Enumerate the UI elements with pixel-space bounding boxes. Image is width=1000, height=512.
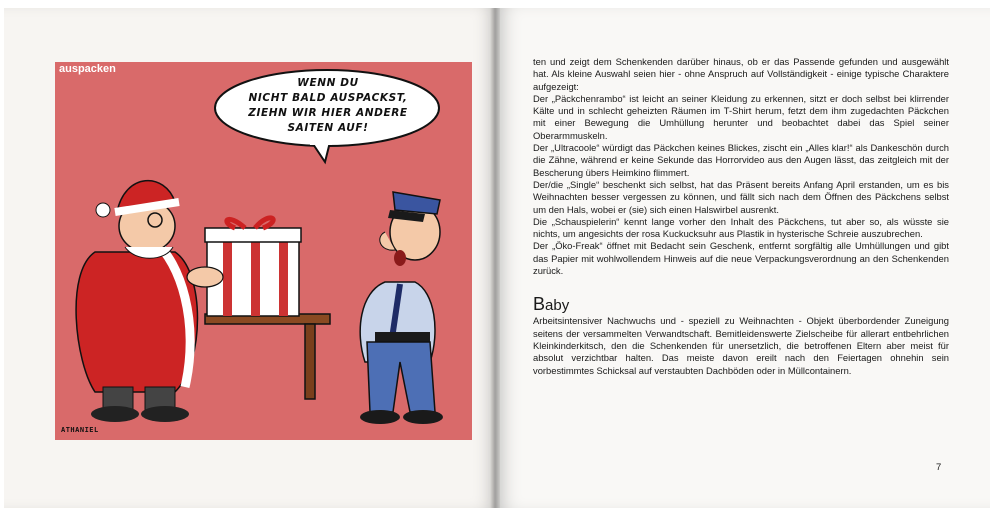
- speech-line: SAITEN AUF!: [287, 122, 369, 134]
- artist-signature: ATHANIEL: [61, 426, 99, 434]
- cartoon-illustration: [55, 62, 472, 440]
- section-heading: [533, 295, 949, 315]
- paragraph: Der „Ultracoole“ würdigt das Päckchen keines Blickes, zischt ein „Alles klar!“ als Dankeschön durch die Zähne, während er keine Sekunde das Horrorvideo aus den Augen lässt, das zeitgleich mit der Bescherung übers Heimkino flimmert.: [533, 142, 949, 178]
- paragraph: Der „Päckchenrambo“ ist leicht an seiner Kleidung zu erkennen, sitzt er doch selbst bei klirrender Kälte und in schlecht geheizten Räumen im T-Shirt herum, fetzt dem ihm zugedachten Päckchen mit einer Bewegung die Umhüllung herunter und beobachtet dabei das Spiel seiner Oberarmmuskeln.: [533, 92, 949, 141]
- page-number: 7: [936, 462, 942, 473]
- policeman-trousers: [367, 342, 435, 412]
- book-gutter: [490, 8, 500, 508]
- speech-text: [223, 76, 433, 140]
- policeman-cap: [393, 192, 440, 214]
- paragraph: Der/die „Single“ beschenkt sich selbst, hat das Präsent bereits Anfang April erstanden, um es bis Weihnachten besser vergessen zu können, und fällt sich nach dem Öffnen des Päckchens selbst um den Hals, wobei er (sie) sich einen Halswirbel ausrenkt.: [533, 178, 949, 215]
- body-text: [533, 56, 949, 377]
- heading-initial: B: [533, 294, 546, 315]
- speech-line: WENN DU: [297, 77, 359, 89]
- paragraph: ten und zeigt dem Schenkenden darüber hinaus, ob er das Passende gefunden und ausgewählt hat. Als kleine Auswahl seien hier - ohne Anspruch auf Vollständigkeit - einige typische Charaktere aufgezeigt:: [533, 56, 949, 92]
- heading-rest: aby: [545, 297, 570, 315]
- paragraph: Der „Öko-Freak“ öffnet mit Bedacht sein Geschenk, entfernt sorgfältig alle Umhüllungen und gibt das Papier mit wohlwollendem Hinweis auf die neue Verpackungsverordnung an den Schenkenden zurück.: [533, 240, 949, 277]
- cartoon-tag: auspacken: [59, 63, 116, 75]
- gift-bow: [227, 218, 273, 228]
- speech-line: NICHT BALD AUSPACKST,: [248, 92, 408, 104]
- speech-line: ZIEHN WIR HIER ANDERE: [248, 107, 408, 119]
- table-leg: [305, 324, 315, 399]
- paragraph: Arbeitsintensiver Nachwuchs und - speziell zu Weihnachten - Objekt überbordender Zuneigung seitens der versammelten Verwandtschaft. Bemitleidenswerte Zielscheibe für allerart entbehrlichen Kleinkinderkitsch, den die Schenkenden für unersetzlich, die betroffenen Eltern aber meist für absolut verzichtbar halten. Das meiste davon ereilt nach den Feiertagen ohnehin sein vorbestimmtes Schicksal auf verstaubten Dachböden oder in Müllcontainern.: [533, 315, 949, 376]
- paragraph: Die „Schauspielerin“ kennt lange vorher den Inhalt des Päckchens, tut aber so, als wüsste sie nichts, um angesichts der rosa Kuckucksuhr aus Plastik in hysterische Schreie auszubrechen.: [533, 215, 949, 240]
